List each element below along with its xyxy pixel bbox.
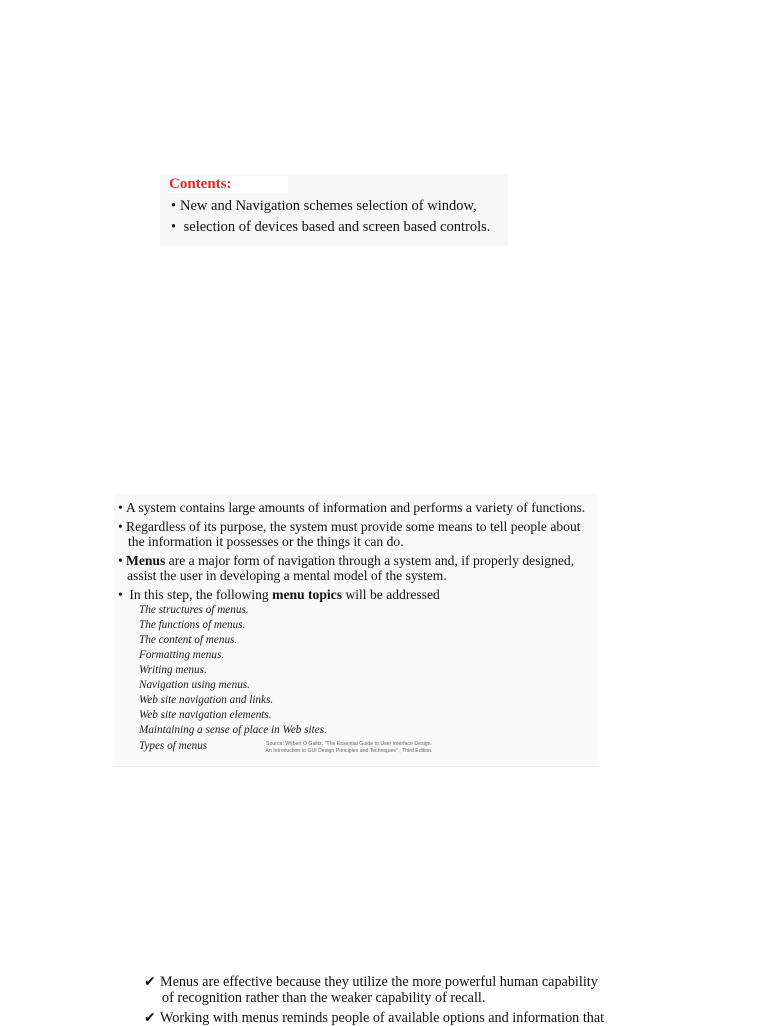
check-list-item-continuation: of recognition rather than the weaker capability of recall. (162, 990, 486, 1006)
menu-topic-item: The structures of menus. (139, 604, 249, 616)
menu-topic-item: Types of menus (139, 740, 208, 752)
bullet-icon: • (171, 219, 177, 235)
menu-topic-item: Maintaining a sense of place in Web sites. (139, 724, 327, 736)
menu-topic-item: The functions of menus. (139, 619, 246, 631)
bullet-paragraph: • A system contains large amounts of information and performs a variety of functions. (118, 500, 586, 515)
contents-item: • selection of devices based and screen based controls. (171, 219, 491, 235)
source-citation: Source: Wilbert O Galitz, "The Essential Guide to User Interface Design. An Introduction to GUI Design Principles and Techniques" , Third Edition. (265, 741, 433, 754)
menu-topic-item: Navigation using menus. (139, 679, 250, 691)
menus-slide (114, 494, 598, 767)
bullet-paragraph: • Menus are a major form of navigation through a system and, if properly designed, (118, 553, 575, 568)
bullet-paragraph-continuation: the information it possesses or the things it can do. (128, 534, 404, 549)
menu-topic-item: Writing menus. (139, 664, 207, 676)
checkmark-icon: ✔ (144, 1010, 156, 1026)
bullet-icon: • (118, 519, 123, 534)
bullet-icon: • (118, 587, 123, 602)
bullet-icon: • (118, 553, 123, 568)
menu-topic-item: The content of menus. (139, 634, 238, 646)
check-list-item: ✔ Working with menus reminds people of available options and information that (144, 1010, 605, 1026)
contents-item: • New and Navigation schemes selection of window, (171, 198, 477, 214)
menu-topic-item: Web site navigation elements. (139, 709, 272, 721)
bullet-icon: • (171, 198, 177, 214)
contents-slide (160, 174, 508, 246)
bullet-paragraph: • Regardless of its purpose, the system must provide some means to tell people about (118, 519, 581, 534)
menu-topic-item: Formatting menus. (139, 649, 225, 661)
check-list-item: ✔ Menus are effective because they utilize the more powerful human capability (144, 974, 598, 990)
bullet-paragraph-continuation: assist the user in developing a mental model of the system. (127, 568, 447, 583)
menu-topic-item: Web site navigation and links. (139, 694, 274, 706)
bullet-paragraph: • In this step, the following menu topics will be addressed (118, 587, 440, 602)
checkmark-icon: ✔ (144, 974, 156, 990)
contents-heading: Contents: (169, 176, 288, 193)
bullet-icon: • (118, 500, 123, 515)
